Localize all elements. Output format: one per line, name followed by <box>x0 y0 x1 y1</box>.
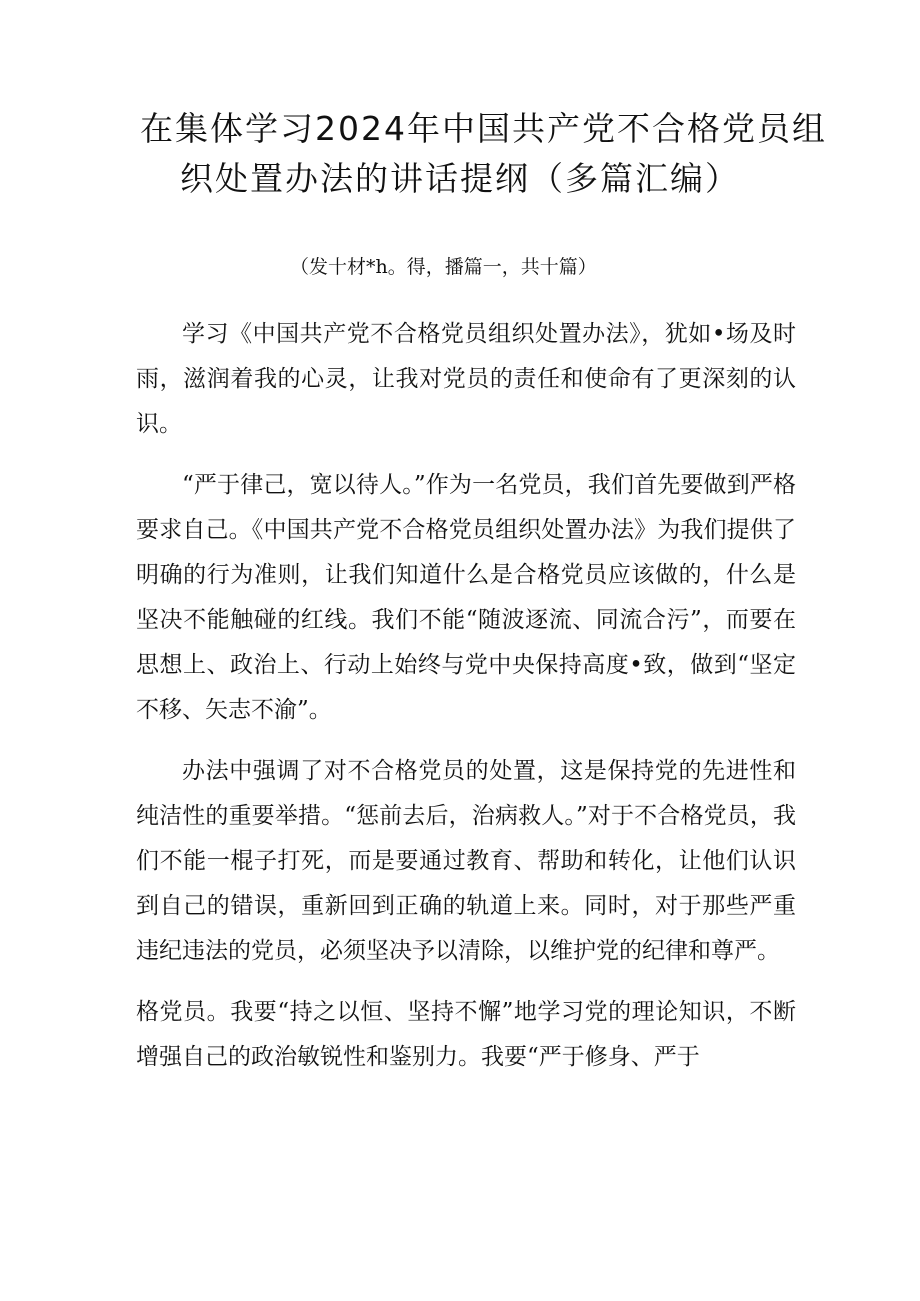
title-line-2: 织处置办法的讲话提纲（多篇汇编） <box>180 159 740 198</box>
paragraph-1: 学习《中国共产党不合格党员组织处置办法》，犹如•场及时雨，滋润着我的心灵，让我对党员的责任和使命有了更深刻的认识。 <box>136 321 796 437</box>
paragraph-4: 格党员。我要“持之以恒、坚持不懈”地学习党的理论知识，不断增强自己的政治敏锐性和鉴别力。我要“严于修身、严于 <box>136 999 796 1070</box>
document-title <box>140 104 827 204</box>
paragraph-2: “严于律己，宽以待人。”作为一名党员，我们首先要做到严格要求自己。《中国共产党不合格党员组织处置办法》为我们提供了明确的行为准则，让我们知道什么是合格党员应该做的，什么是坚决不能触碰的红线。我们不能“随波逐流、同流合污”，而要在思想上、政治上、行动上始终与党中央保持高度•致，做到“坚定不移、矢志不渝”。 <box>136 472 796 723</box>
document-subtitle: （发十材*h。得，播篇一，共十篇） <box>290 256 597 278</box>
title-line-1: 在集体学习2024年中国共产党不合格党员组 <box>140 109 827 148</box>
paragraph-3: 办法中强调了对不合格党员的处置，这是保持党的先进性和纯洁性的重要举措。“惩前去后，治病救人。”对于不合格党员，我们不能一棍子打死，而是要通过教育、帮助和转化，让他们认识到自己的错误，重新回到正确的轨道上来。同时，对于那些严重违纪违法的党员，必须坚决予以清除，以维护党的纪律和尊严。 <box>136 758 796 964</box>
document-body <box>136 312 796 1096</box>
